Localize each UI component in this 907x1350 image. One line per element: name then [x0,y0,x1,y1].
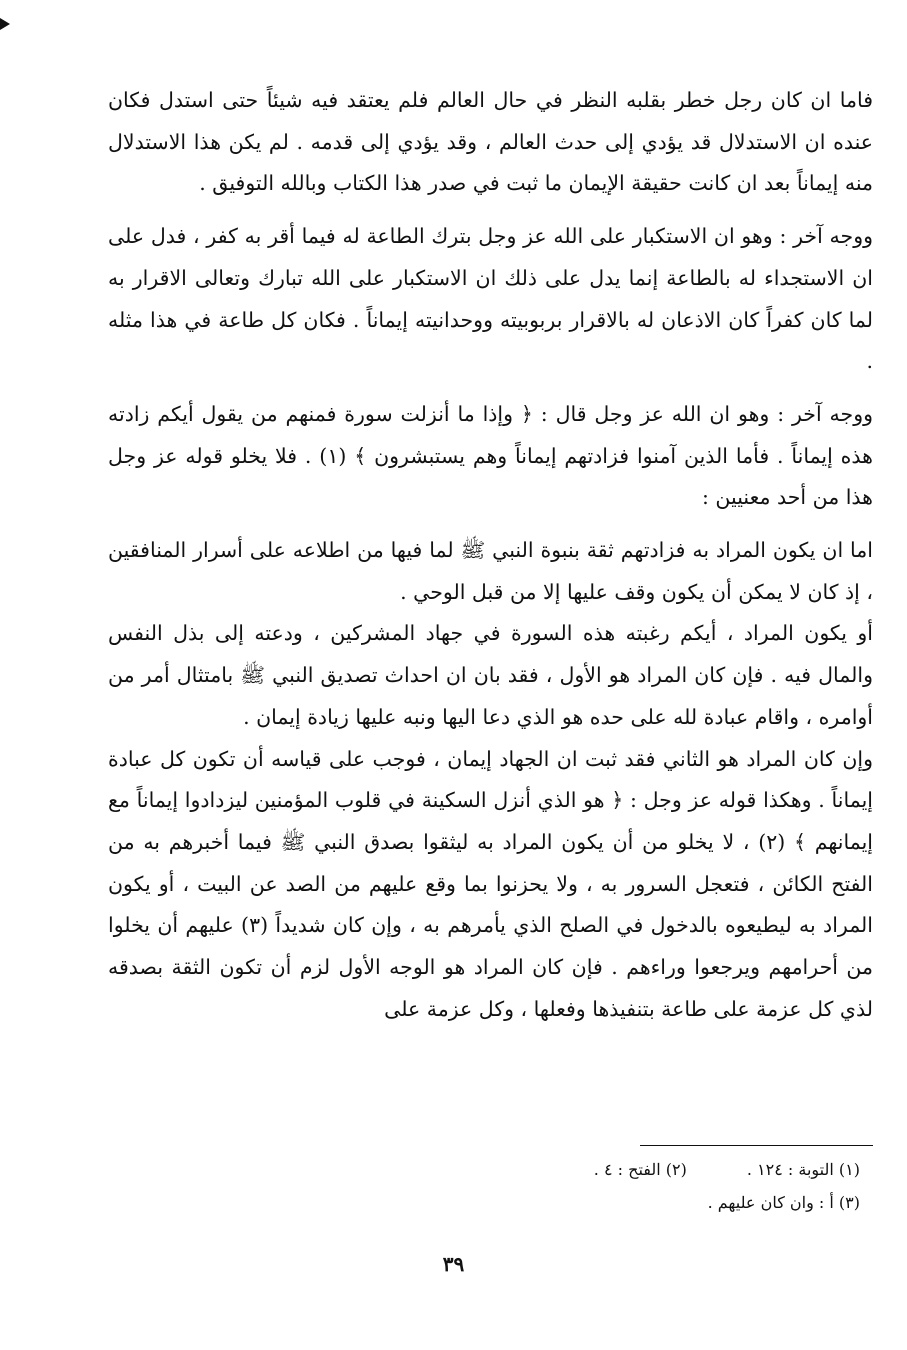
footnote-1: (١) التوبة : ١٢٤ . [746,1160,860,1179]
footnote-divider [640,1145,873,1146]
page-number: ٣٩ [442,1252,465,1276]
paragraph-6: وإن كان المراد هو الثاني فقد ثبت ان الجهاد إيمان ، فوجب على قياسه أن تكون كل عبادة إيماناً . وهكذا قوله عز وجل : ﴿ هو الذي أنزل السكينة في قلوب المؤمنين ليزدادوا إيماناً مع إيمانهم ﴾ (٢) ، لا يخلو من أن يكون المراد به ليثقوا بصدق النبي ﷺ فيما أخبرهم به من الفتح الكائن ، فتعجل السرور به ، ولا يحزنوا بما وقع عليهم من الصد عن البيت ، أو يكون المراد به ليطيعوه بالدخول في الصلح الذي يأمرهم به ، وإن كان شديداً (٣) عليهم أن يخلوا من أحرامهم ويرجعوا وراءهم . فإن كان المراد هو الوجه الأول لزم أن تكون الثقة بصدقه لذي كل عزمة على طاعة بتنفيذها وفعلها ، وكل عزمة على [108,746,874,1021]
main-text [108,80,873,1030]
footnotes [380,1153,860,1219]
footnote-row [380,1186,860,1219]
paragraph-2: ووجه آخر : وهو ان الاستكبار على الله عز وجل بترك الطاعة له فيما أقر به كفر ، فدل على ان الاستجداء له بالطاعة إنما يدل على ذلك ان الاستكبار على الله تبارك وتعالى الاقرار به لما كان كفراً كان الاذعان له بالاقرار بربوبيته ووحدانيته إيماناً . فكان كل طاعة في هذا مثله . [108,224,873,374]
paragraph-3: ووجه آخر : وهو ان الله عز وجل قال : ﴿ وإذا ما أنزلت سورة فمنهم من يقول أيكم زادته هذه إيماناً . فأما الذين آمنوا فزادتهم إيماناً وهم يستبشرون ﴾ (١) . فلا يخلو قوله عز وجل هذا من أحد معنيين : [108,401,873,510]
paragraph-4: اما ان يكون المراد به فزادتهم ثقة بنبوة النبي ﷺ لما فيها من اطلاعه على أسرار المنافقين ، إذ كان لا يمكن أن يكون وقف عليها إلا من قبل الوحي . [108,538,873,604]
corner-arrow-icon [0,18,10,30]
paragraph-1: فاما ان كان رجل خطر بقلبه النظر في حال العالم فلم يعتقد فيه شيئاً حتى استدل فكان عنده ان الاستدلال قد يؤدي إلى حدث العالم ، وقد يؤدي إلى قدمه . لم يكن هذا الاستدلال منه إيماناً بعد ان كانت حقيقة الإيمان ما ثبت في صدر هذا الكتاب وبالله التوفيق . [108,88,873,196]
footnote-row [380,1153,860,1186]
paragraph-5: أو يكون المراد ، أيكم رغبته هذه السورة في جهاد المشركين ، ودعته إلى بذل النفس والمال فيه . فإن كان المراد هو الأول ، فقد بان ان احداث تصديق النبي ﷺ بامتثال أمر من أوامره ، واقام عبادة لله على حده هو الذي دعا اليها ونبه عليها زيادة إيمان . [108,621,873,729]
footnote-2: (٢) الفتح : ٤ . [593,1160,687,1179]
footnote-3: (٣) أ : وان كان عليهم . [707,1193,860,1212]
